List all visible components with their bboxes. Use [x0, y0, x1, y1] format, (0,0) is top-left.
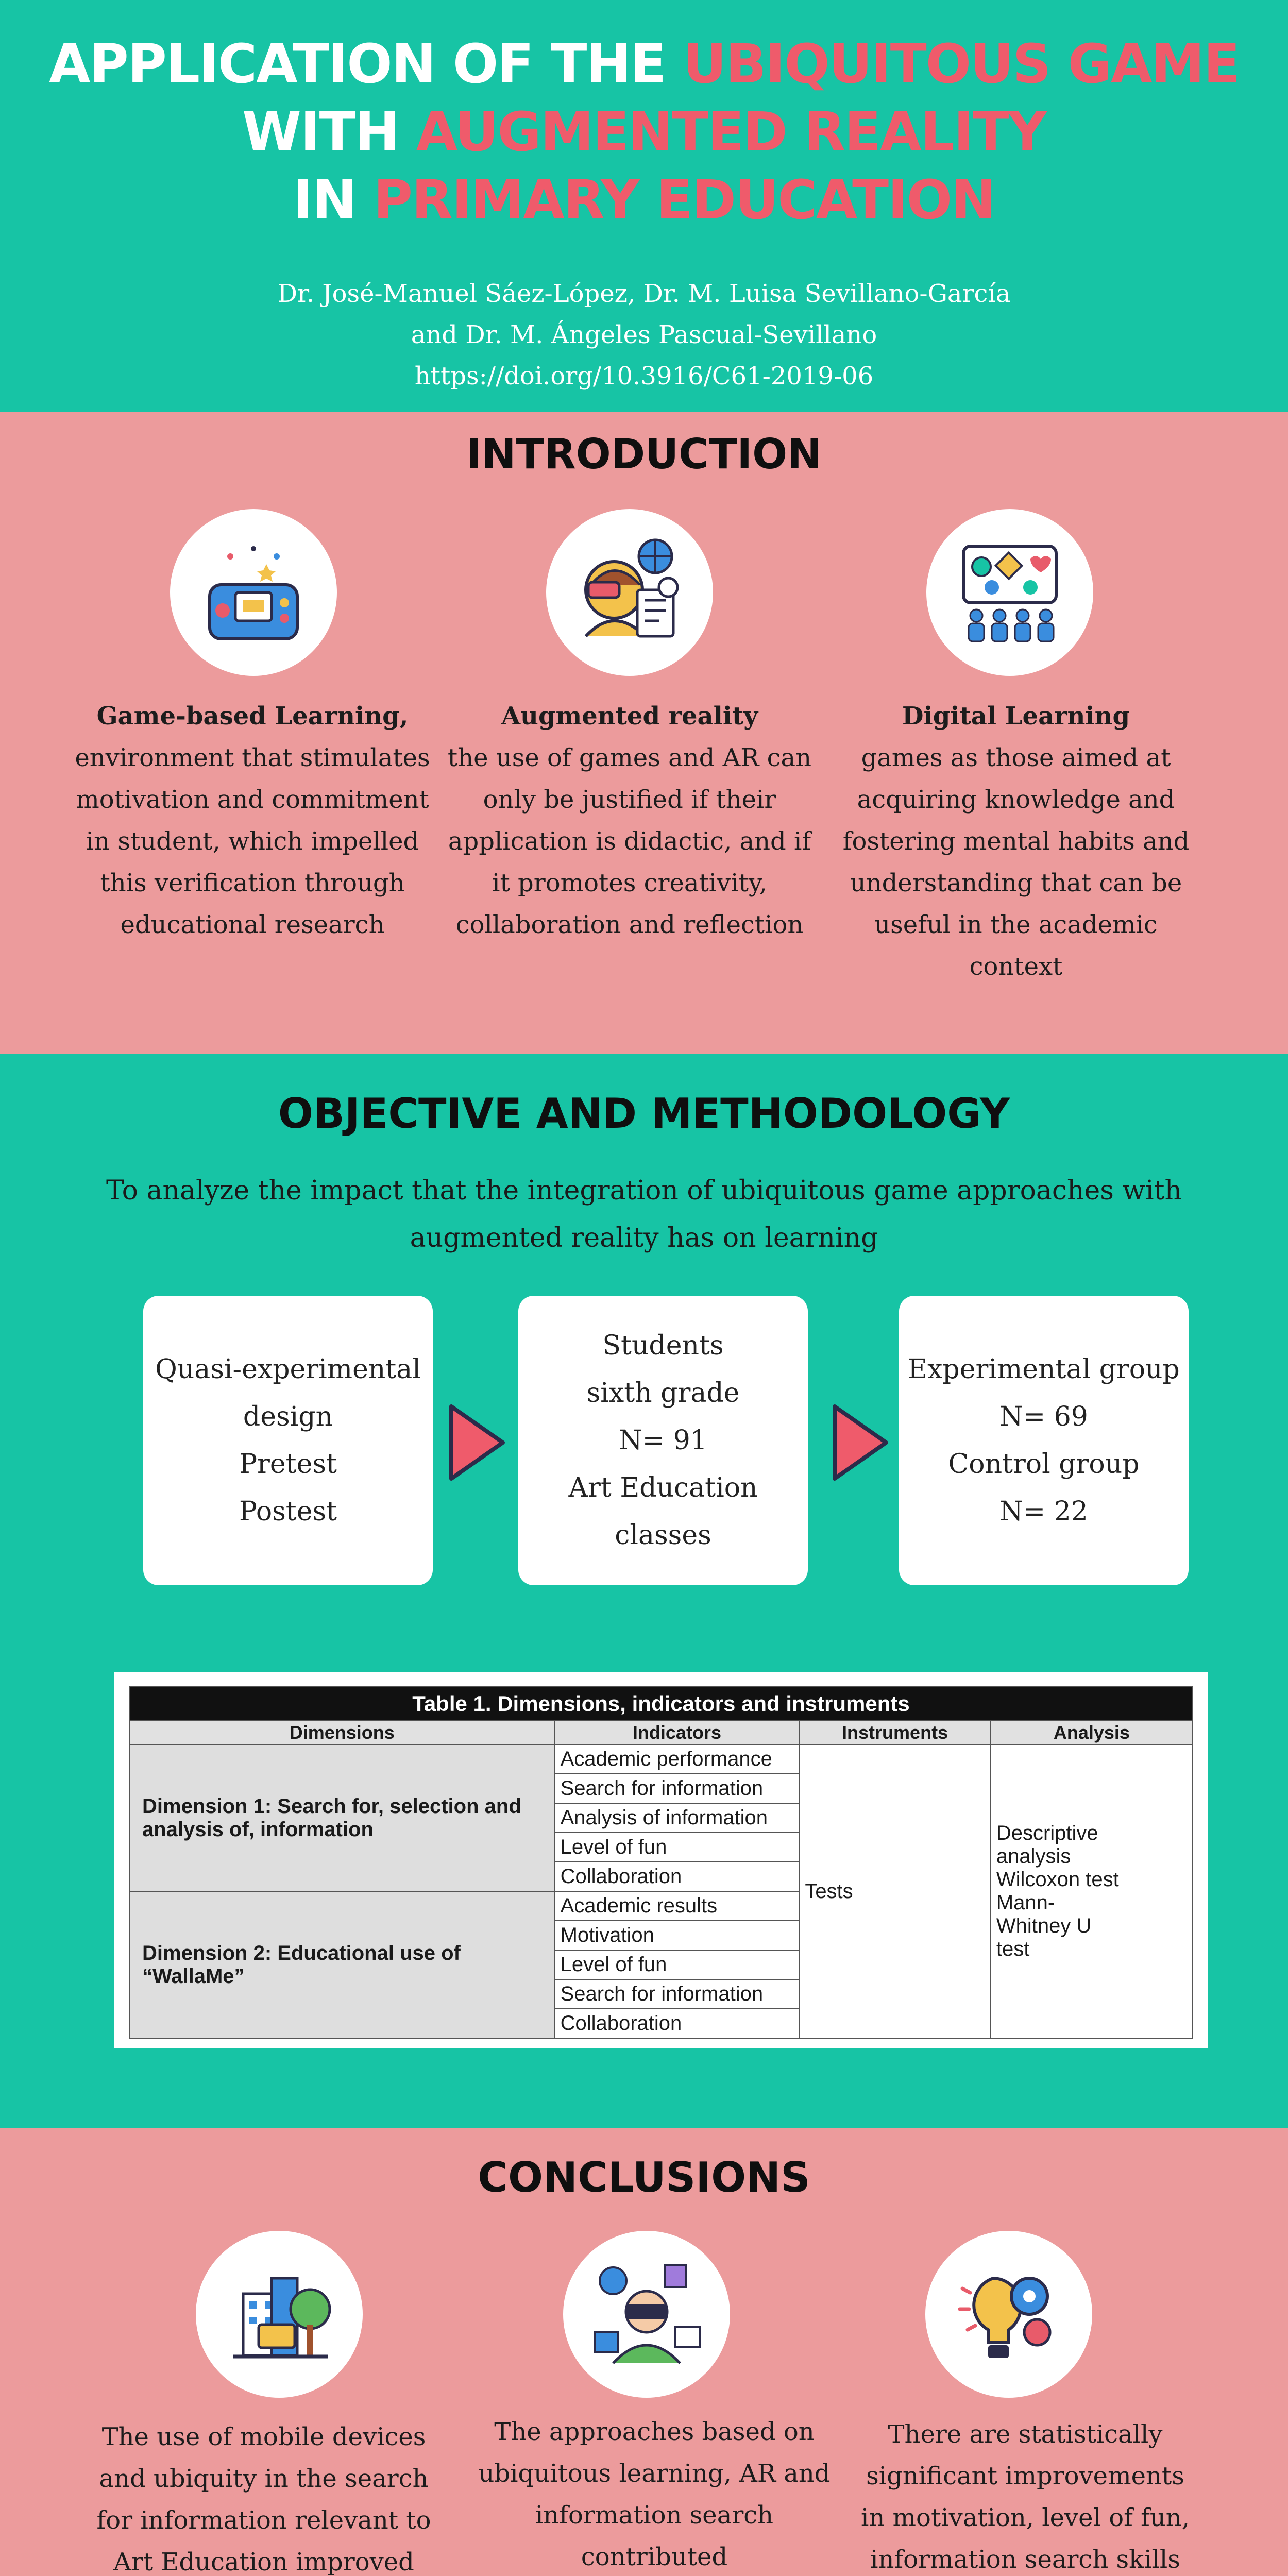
conclusion-column-2 — [469, 2411, 840, 2576]
digital-learning-icon — [926, 509, 1093, 676]
card-line: Control group — [948, 1449, 1140, 1480]
table-header: Instruments — [799, 1721, 991, 1744]
table-header: Indicators — [555, 1721, 800, 1744]
indicator-cell: Motivation — [555, 1921, 800, 1950]
doi-link[interactable]: https://doi.org/10.3916/C61-2019-06 — [414, 362, 874, 391]
dimensions-table — [129, 1686, 1193, 2039]
augmented-reality-icon — [546, 509, 713, 676]
intro-line: in student, which impelled — [86, 827, 419, 856]
analysis-line: analysis — [996, 1845, 1071, 1868]
arrow-right-icon — [446, 1401, 508, 1484]
indicator-cell: Search for information — [555, 1979, 800, 2009]
intro-line: games as those aimed at — [861, 743, 1171, 772]
title-plain: APPLICATION OF THE — [48, 32, 683, 95]
card-line: Experimental group — [908, 1354, 1180, 1385]
analysis-line: Whitney U — [996, 1914, 1092, 1937]
card-line: N= 69 — [999, 1401, 1088, 1432]
title-plain: IN — [293, 168, 374, 231]
mobile-city-icon — [196, 2231, 363, 2398]
conclusion-line: information search skills — [870, 2545, 1180, 2574]
dimension-cell: Dimension 2: Educational use of “WallaMe” — [129, 1891, 555, 2038]
card-line: Quasi-experimental — [155, 1354, 421, 1385]
intro-column-digital-learning — [831, 696, 1201, 988]
analysis-cell — [991, 1744, 1193, 2038]
intro-line: it promotes creativity, — [492, 869, 767, 897]
analysis-line: Wilcoxon test — [996, 1868, 1119, 1891]
conclusion-line: Art Education improved — [113, 2548, 414, 2576]
indicator-cell: Level of fun — [555, 1950, 800, 1979]
poster-title — [0, 30, 1288, 234]
objective-line: augmented reality has on learning — [410, 1223, 878, 1253]
intro-line: useful in the academic context — [874, 910, 1158, 981]
dimensions-table-card — [114, 1672, 1208, 2048]
authors-line: Dr. José-Manuel Sáez-López, Dr. M. Luisa Sevillano-García — [277, 279, 1011, 308]
sample-card — [518, 1296, 808, 1585]
analysis-line: Mann- — [996, 1891, 1055, 1914]
table-title: Table 1. Dimensions, indicators and instruments — [129, 1687, 1193, 1721]
game-console-icon — [170, 509, 337, 676]
title-highlight: UBIQUITOUS GAME — [683, 32, 1240, 95]
conclusion-line: significant improvements — [866, 2462, 1184, 2490]
intro-line: this verification through — [100, 869, 405, 897]
intro-heading: Augmented reality — [501, 702, 758, 731]
intro-line: the use of games and AR can — [447, 743, 812, 772]
intro-line: educational research — [120, 910, 385, 939]
conclusion-column-1 — [78, 2416, 449, 2576]
vr-learner-icon — [563, 2231, 730, 2398]
intro-heading: Digital Learning — [902, 702, 1130, 731]
intro-line: fostering mental habits and — [842, 827, 1190, 856]
indicator-cell: Collaboration — [555, 2009, 800, 2038]
intro-line: application is didactic, and if — [448, 827, 811, 856]
conclusion-line: and ubiquity in the search — [99, 2464, 429, 2493]
intro-line: motivation and commitment — [76, 785, 429, 814]
objective-description — [77, 1167, 1211, 1262]
indicator-cell: Collaboration — [555, 1862, 800, 1891]
card-line: Students — [602, 1330, 724, 1361]
card-line: N= 91 — [619, 1425, 707, 1456]
intro-heading: Game-based Learning, — [96, 702, 409, 731]
title-line-1 — [0, 30, 1288, 98]
card-line: Pretest — [239, 1449, 337, 1480]
conclusion-line: The approaches based on — [494, 2417, 815, 2446]
groups-card — [899, 1296, 1189, 1585]
indicator-cell: Academic results — [555, 1891, 800, 1921]
intro-line: collaboration and reflection — [455, 910, 804, 939]
title-highlight: PRIMARY EDUCATION — [373, 168, 995, 231]
intro-column-augmented-reality — [444, 696, 815, 946]
indicator-cell: Academic performance — [555, 1744, 800, 1774]
intro-line: only be justified if their — [483, 785, 776, 814]
title-line-3 — [0, 166, 1288, 234]
instruments-cell: Tests — [799, 1744, 991, 2038]
table-header: Dimensions — [129, 1721, 555, 1744]
card-line: Postest — [239, 1496, 337, 1527]
card-line: Art Education classes — [568, 1472, 758, 1551]
analysis-line: Descriptive — [996, 1822, 1098, 1844]
conclusion-line: There are statistically — [888, 2420, 1163, 2449]
intro-column-game-based — [67, 696, 438, 946]
card-line: design — [243, 1401, 333, 1432]
conclusion-line: information search contributed — [535, 2501, 774, 2571]
table-header: Analysis — [991, 1721, 1193, 1744]
intro-line: understanding that can be — [850, 869, 1182, 897]
design-card — [143, 1296, 433, 1585]
conclusion-column-3 — [840, 2414, 1211, 2576]
indicator-cell: Analysis of information — [555, 1803, 800, 1833]
intro-line: acquiring knowledge and — [857, 785, 1175, 814]
analysis-line: test — [996, 1938, 1030, 1960]
header-banner — [0, 0, 1288, 412]
title-highlight: AUGMENTED REALITY — [416, 100, 1046, 163]
card-line: N= 22 — [999, 1496, 1088, 1527]
conclusion-line: in motivation, level of fun, — [861, 2503, 1190, 2532]
title-line-2 — [0, 98, 1288, 166]
card-line: sixth grade — [586, 1378, 740, 1409]
conclusions-title: CONCLUSIONS — [478, 2154, 810, 2201]
intro-line: environment that stimulates — [75, 743, 430, 772]
indicator-cell: Level of fun — [555, 1833, 800, 1862]
conclusion-line: for information relevant to — [96, 2506, 431, 2535]
idea-gears-icon — [925, 2231, 1092, 2398]
objective-title: OBJECTIVE AND METHODOLOGY — [278, 1090, 1010, 1138]
dimension-cell: Dimension 1: Search for, selection and analysis of, information — [129, 1744, 555, 1891]
introduction-title: INTRODUCTION — [466, 430, 822, 478]
indicator-cell: Search for information — [555, 1774, 800, 1803]
conclusion-line: ubiquitous learning, AR and — [478, 2459, 831, 2488]
conclusion-line: The use of mobile devices — [101, 2422, 426, 2451]
authors-block — [0, 273, 1288, 397]
table-row — [129, 1744, 1193, 1774]
authors-line: and Dr. M. Ángeles Pascual-Sevillano — [411, 320, 877, 349]
objective-line: To analyze the impact that the integration of ubiquitous game approaches with — [106, 1175, 1182, 1206]
title-plain: WITH — [242, 100, 416, 163]
arrow-right-icon — [829, 1401, 891, 1484]
